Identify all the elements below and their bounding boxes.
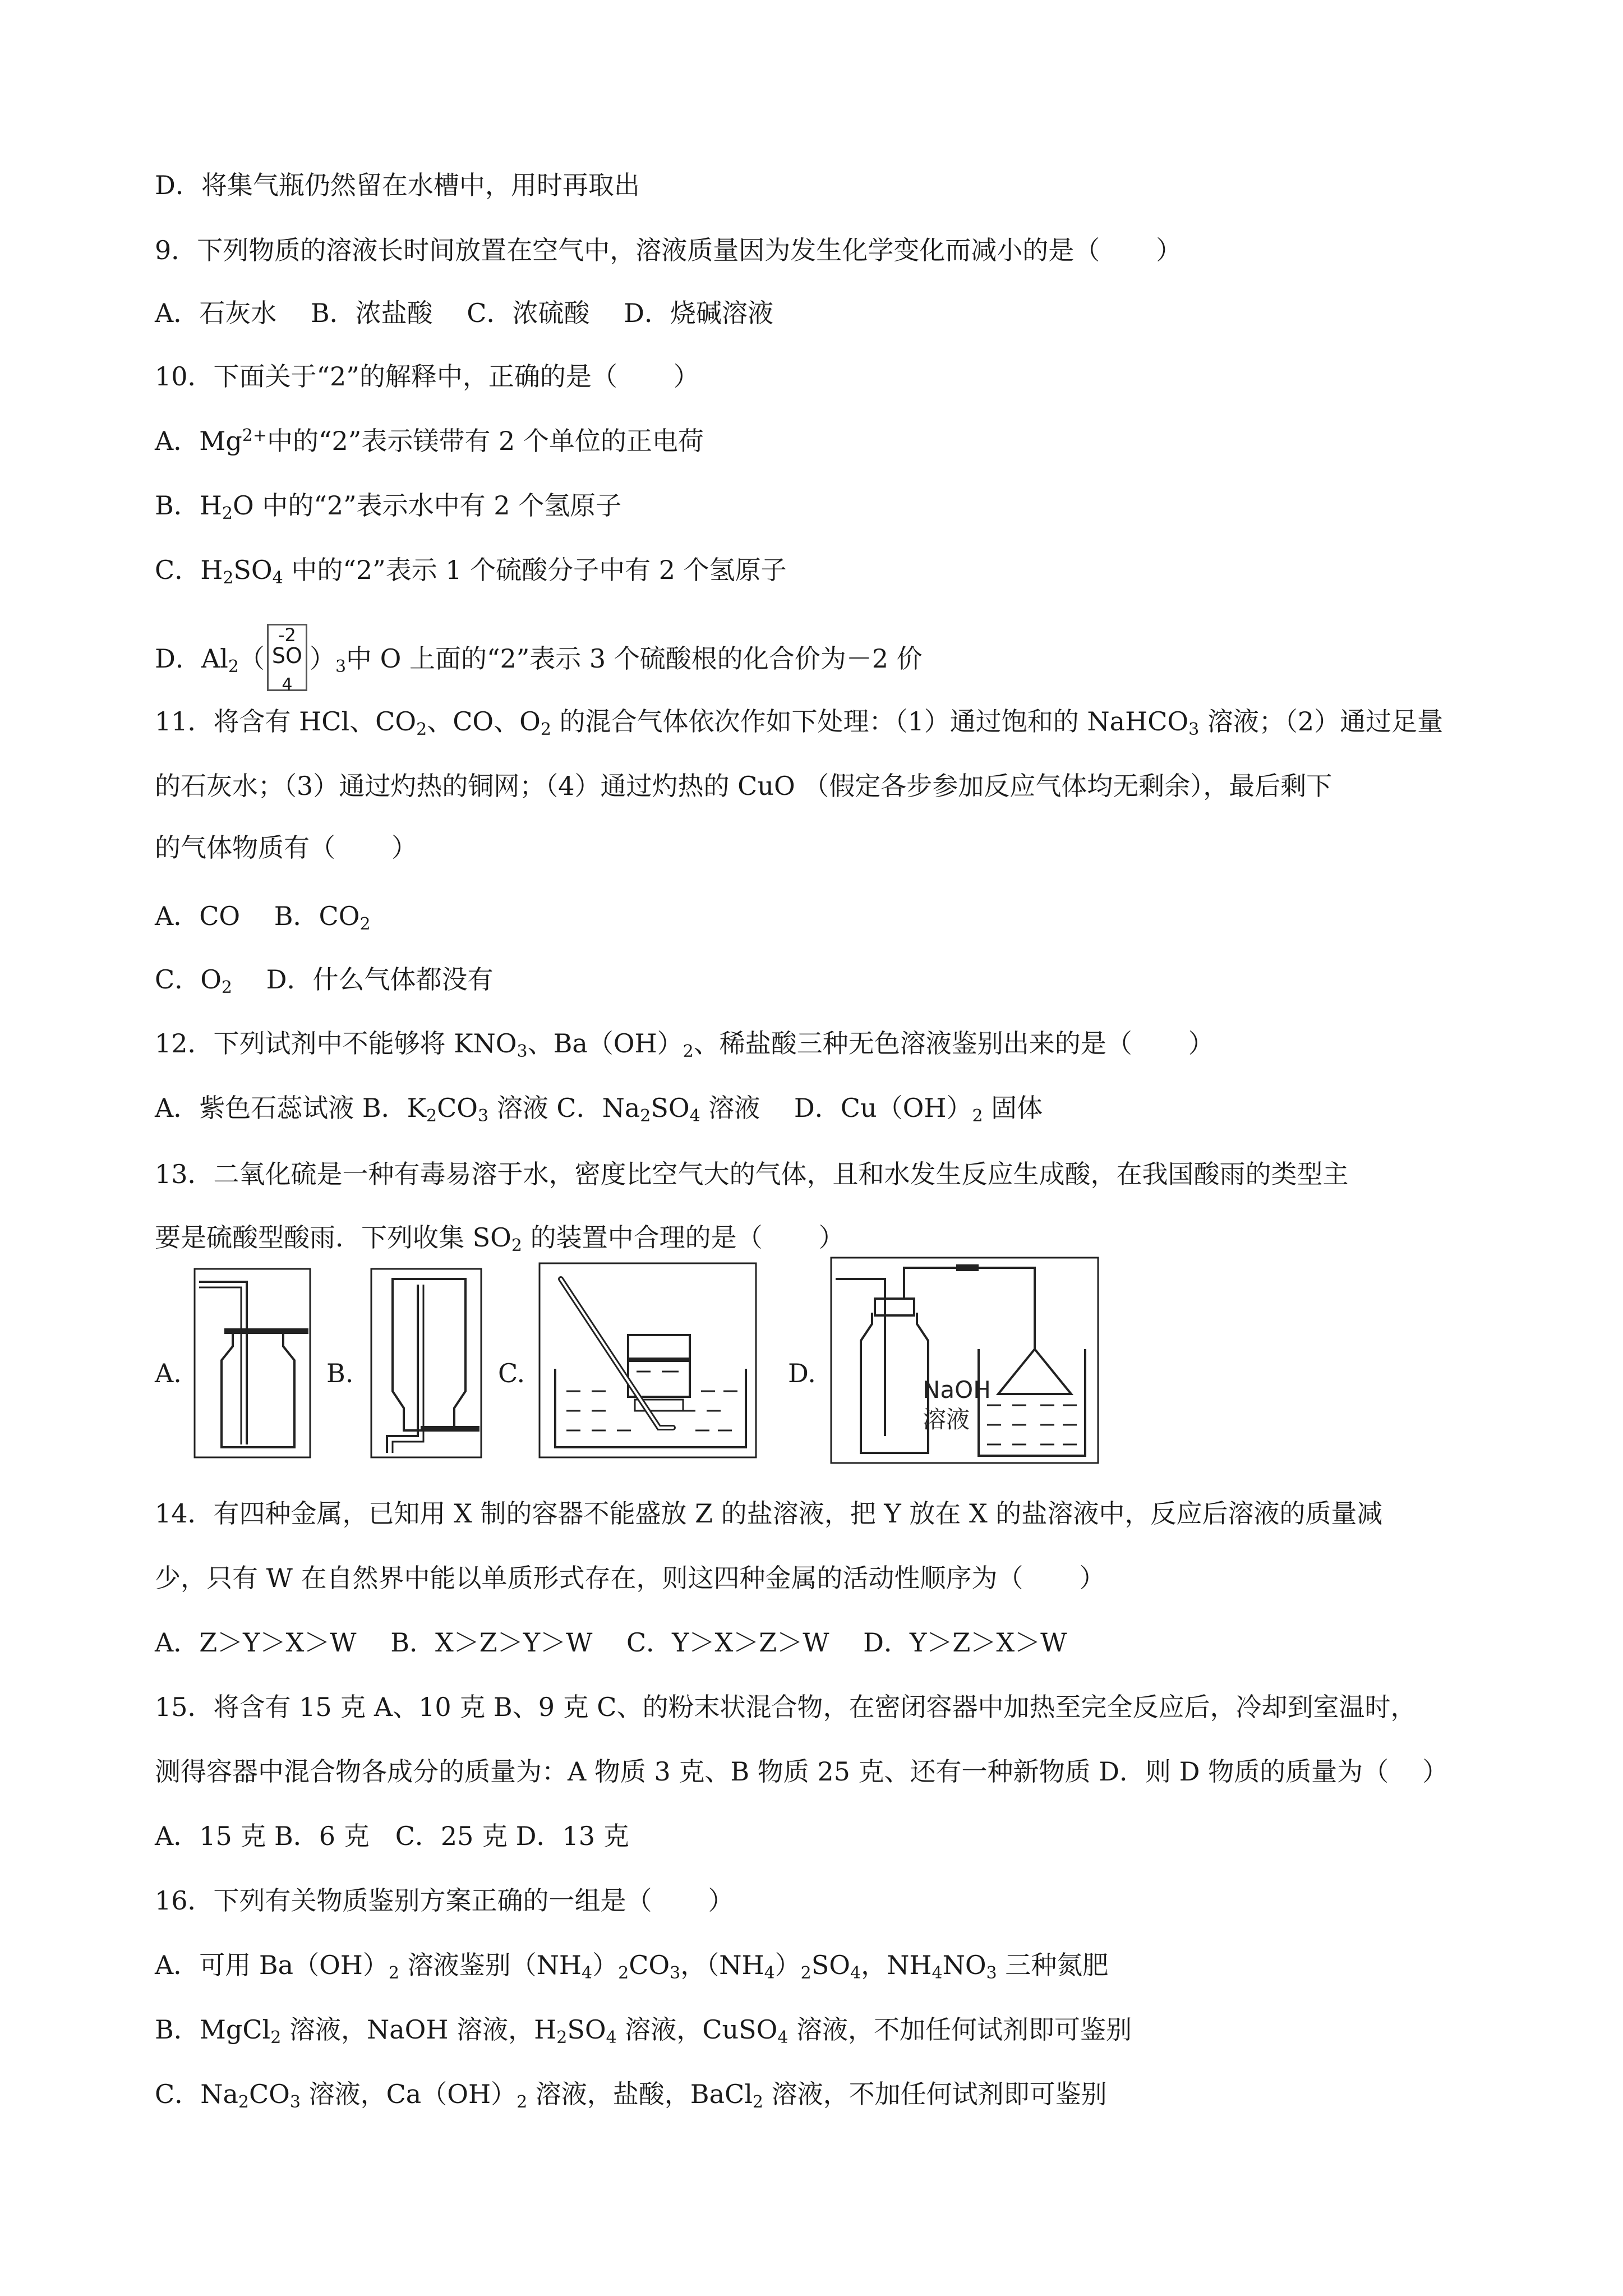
q15-stem-line1: 15．将含有 15 克 A、10 克 B、9 克 C、的粉末状混合物，在密闭容器中加热至完全反应后，冷却到室温时， — [155, 1692, 1417, 1722]
q16-option-b: B．MgCl$_2$ 溶液，NaOH 溶液，$H_2SO_4$ 溶液，CuSO$_4$ 溶液，不加任何试剂即可鉴别 — [155, 2014, 1132, 2047]
q13-option-b-label: B. — [326, 1358, 354, 1388]
q9-options: A．石灰水 B．浓盐酸 C．浓硫酸 D．烧碱溶液 — [155, 298, 773, 328]
q15-stem-line2: 测得容器中混合物各成分的质量为：A 物质 3 克、B 物质 25 克、还有一种新物质 D．则 D 物质的质量为（ ） — [155, 1756, 1449, 1787]
q12-stem: 12．下列试剂中不能够将 $KNO_3$、$Ba(OH)_2$、稀盐酸三种无色溶液鉴别出来的是（ ） — [155, 1028, 1214, 1061]
q14-stem-line1: 14．有四种金属，已知用 X 制的容器不能盛放 Z 的盐溶液，把 Y 放在 X 的盐溶液中，反应后溶液的质量减 — [155, 1498, 1383, 1529]
q9-stem: 9．下列物质的溶液长时间放置在空气中，溶液质量因为发生化学变化而减小的是（ ） — [155, 235, 1182, 265]
apparatus-a-figure — [193, 1268, 311, 1458]
q14-options: A．Z＞Y＞X＞W B．X＞Z＞Y＞W C．Y＞X＞Z＞W D．Y＞Z＞X＞W — [155, 1627, 1067, 1658]
q16-option-c: C．$Na_2CO_3$ 溶液，$Ca(OH)_2$ 溶液，盐酸，BaCl$_2$ 溶液，不加任何试剂即可鉴别 — [155, 2079, 1107, 2112]
apparatus-b-figure — [370, 1268, 482, 1458]
q8-option-d: D．将集气瓶仍然留在水槽中，用时再取出 — [155, 170, 640, 200]
q10-option-b: B．$H_2O$ 中的“2”表示水中有 2 个氢原子 — [155, 490, 622, 523]
q13-option-d-label: D. — [788, 1358, 816, 1388]
q10-stem: 10．下面关于“2”的解释中，正确的是（ ） — [155, 361, 699, 392]
q10-option-c: C．$H_2SO_4$ 中的“2”表示 1 个硫酸分子中有 2 个氢原子 — [155, 555, 787, 588]
apparatus-c-figure — [538, 1262, 757, 1458]
q11-options-cd: C．$O_2$ D．什么气体都没有 — [155, 964, 494, 997]
q12-options: A．紫色石蕊试液 B．$K_2CO_3$ 溶液 C．$Na_2SO_4$ 溶液 D．$Cu(OH)_2$ 固体 — [155, 1093, 1043, 1126]
sulfate-valence-box: -2 SO $_4$ — [267, 624, 307, 691]
q13-option-a-label: A. — [155, 1358, 182, 1388]
q11-stem-line1: 11．将含有 HCl、$CO_2$、CO、$O_2$ 的混合气体依次作如下处理：（1）通过饱和的 NaHCO$_3$ 溶液；（2）通过足量 — [155, 706, 1444, 739]
q16-stem: 16．下列有关物质鉴别方案正确的一组是（ ） — [155, 1885, 734, 1916]
q13-option-c-label: C. — [498, 1358, 525, 1388]
q10-option-d: D．$Al_2$（ -2 SO $_4$ ）$_3$中 O 上面的“2”表示 3 个硫酸根的化合价为－2 价 — [155, 624, 923, 694]
solution-label: 溶液 — [923, 1406, 970, 1433]
q16-option-a: A．可用 $Ba(OH)_2$ 溶液鉴别$(NH_4)_2CO_3$，$(NH_4)_2SO_4$，$NH_4NO_3$ 三种氮肥 — [155, 1950, 1109, 1983]
q11-options-ab: A．CO B．$CO_2$ — [155, 901, 371, 934]
q15-options: A．15 克 B．6 克 C．25 克 D．13 克 — [155, 1821, 629, 1851]
q11-stem-line2: 的石灰水；（3）通过灼热的铜网；（4）通过灼热的 CuO （假定各步参加反应气体均无剩余），最后剩下 — [155, 771, 1332, 801]
q11-stem-line3: 的气体物质有（ ） — [155, 832, 417, 863]
q13-stem-line2: 要是硫酸型酸雨．下列收集 $SO_2$ 的装置中合理的是（ ） — [155, 1222, 845, 1255]
q14-stem-line2: 少，只有 W 在自然界中能以单质形式存在，则这四种金属的活动性顺序为（ ） — [155, 1563, 1105, 1593]
q13-stem-line1: 13．二氧化硫是一种有毒易溶于水，密度比空气大的气体，且和水发生反应生成酸，在我国酸雨的类型主 — [155, 1159, 1349, 1189]
q10-option-a: A．$Mg^{2+}$中的“2”表示镁带有 2 个单位的正电荷 — [155, 426, 704, 456]
naoh-label: NaOH — [923, 1376, 991, 1404]
apparatus-d-figure — [830, 1257, 1099, 1464]
